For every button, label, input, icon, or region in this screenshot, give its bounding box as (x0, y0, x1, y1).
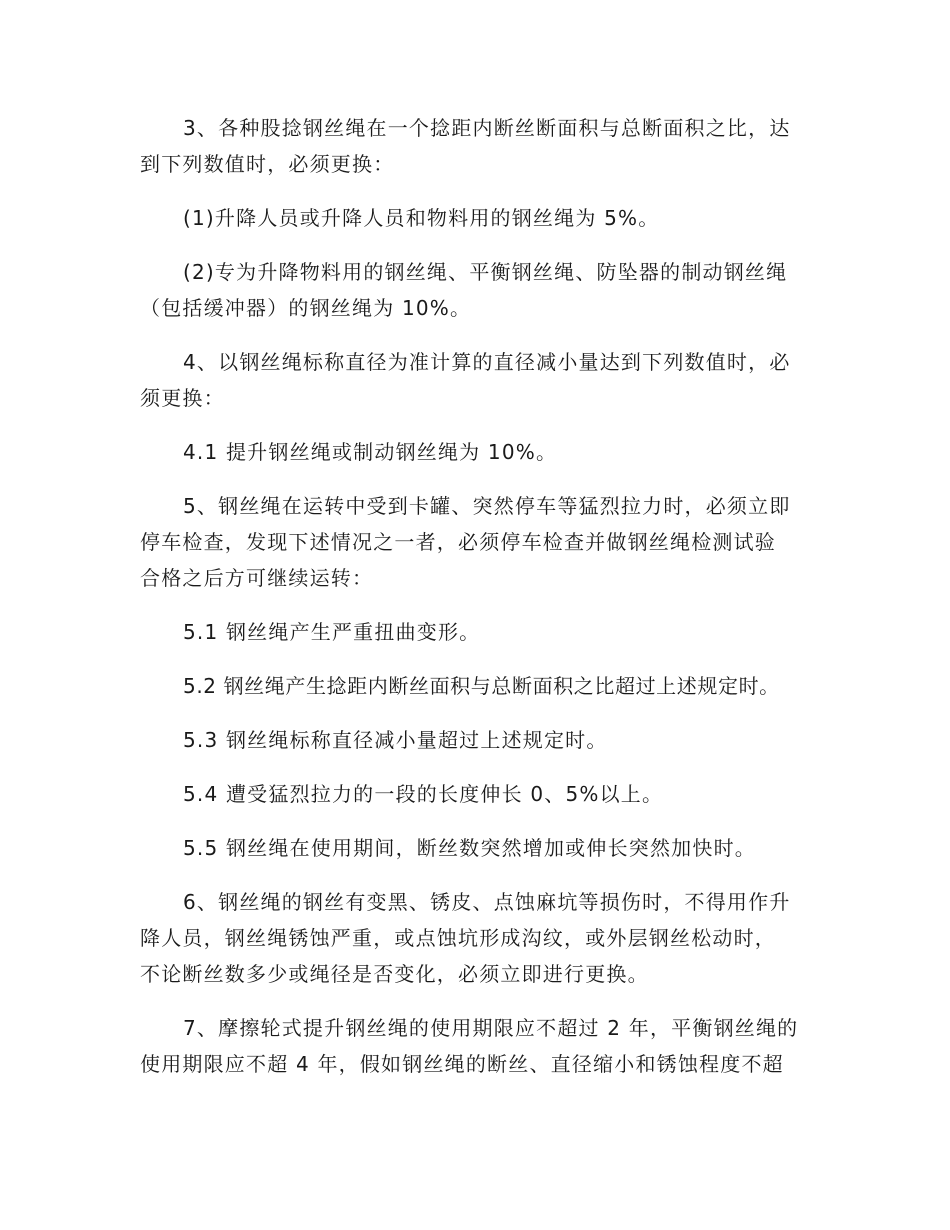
item-5-5-line: 5.5 钢丝绳在使用期间，断丝数突然增加或伸长突然加快时。 (183, 836, 756, 860)
item-5-1-line: 5.1 钢丝绳产生严重扭曲变形。 (183, 620, 481, 644)
paragraph-6-line-1: 6、钢丝绳的钢丝有变黑、锈皮、点蚀麻坑等损伤时，不得用作升 (183, 890, 791, 914)
paragraph-3-line-1: 3、各种股捻钢丝绳在一个捻距内断丝断面积与总断面积之比，达 (183, 116, 791, 140)
paragraph-4-line-2: 须更换： (140, 386, 225, 410)
paragraph-7-line-1: 7、摩擦轮式提升钢丝绳的使用期限应不超过 2 年，平衡钢丝绳的 (183, 1016, 799, 1040)
item-5-3-line: 5.3 钢丝绳标称直径减小量超过上述规定时。 (183, 728, 608, 752)
paragraph-4-line-1: 4、以钢丝绳标称直径为准计算的直径减小量达到下列数值时，必 (183, 350, 791, 374)
paragraph-6-line-2: 降人员，钢丝绳锈蚀严重，或点蚀坑形成沟纹，或外层钢丝松动时， (140, 926, 776, 950)
paragraph-6-line-3: 不论断丝数多少或绳径是否变化，必须立即进行更换。 (140, 962, 649, 986)
item-2-line-1: (2)专为升降物料用的钢丝绳、平衡钢丝绳、防坠器的制动钢丝绳 (183, 260, 788, 284)
paragraph-5-line-1: 5、钢丝绳在运转中受到卡罐、突然停车等猛烈拉力时，必须立即 (183, 494, 791, 518)
item-4-1-line: 4.1 提升钢丝绳或制动钢丝绳为 10%。 (183, 440, 558, 464)
item-1-line: (1)升降人员或升降人员和物料用的钢丝绳为 5%。 (183, 206, 660, 230)
item-5-4-line: 5.4 遭受猛烈拉力的一段的长度伸长 0、5%以上。 (183, 782, 664, 806)
paragraph-7-line-2: 使用期限应不超 4 年，假如钢丝绳的断丝、直径缩小和锈蚀程度不超 (140, 1052, 784, 1076)
item-5-2-line: 5.2 钢丝绳产生捻距内断丝面积与总断面积之比超过上述规定时。 (183, 674, 780, 698)
paragraph-5-line-3: 合格之后方可继续运转： (140, 566, 374, 590)
item-2-line-2: （包括缓冲器）的钢丝绳为 10%。 (140, 296, 472, 320)
paragraph-3-line-2: 到下列数值时，必须更换： (140, 152, 395, 176)
paragraph-5-line-2: 停车检查，发现下述情况之一者，必须停车检查并做钢丝绳检测试验 (140, 530, 776, 554)
